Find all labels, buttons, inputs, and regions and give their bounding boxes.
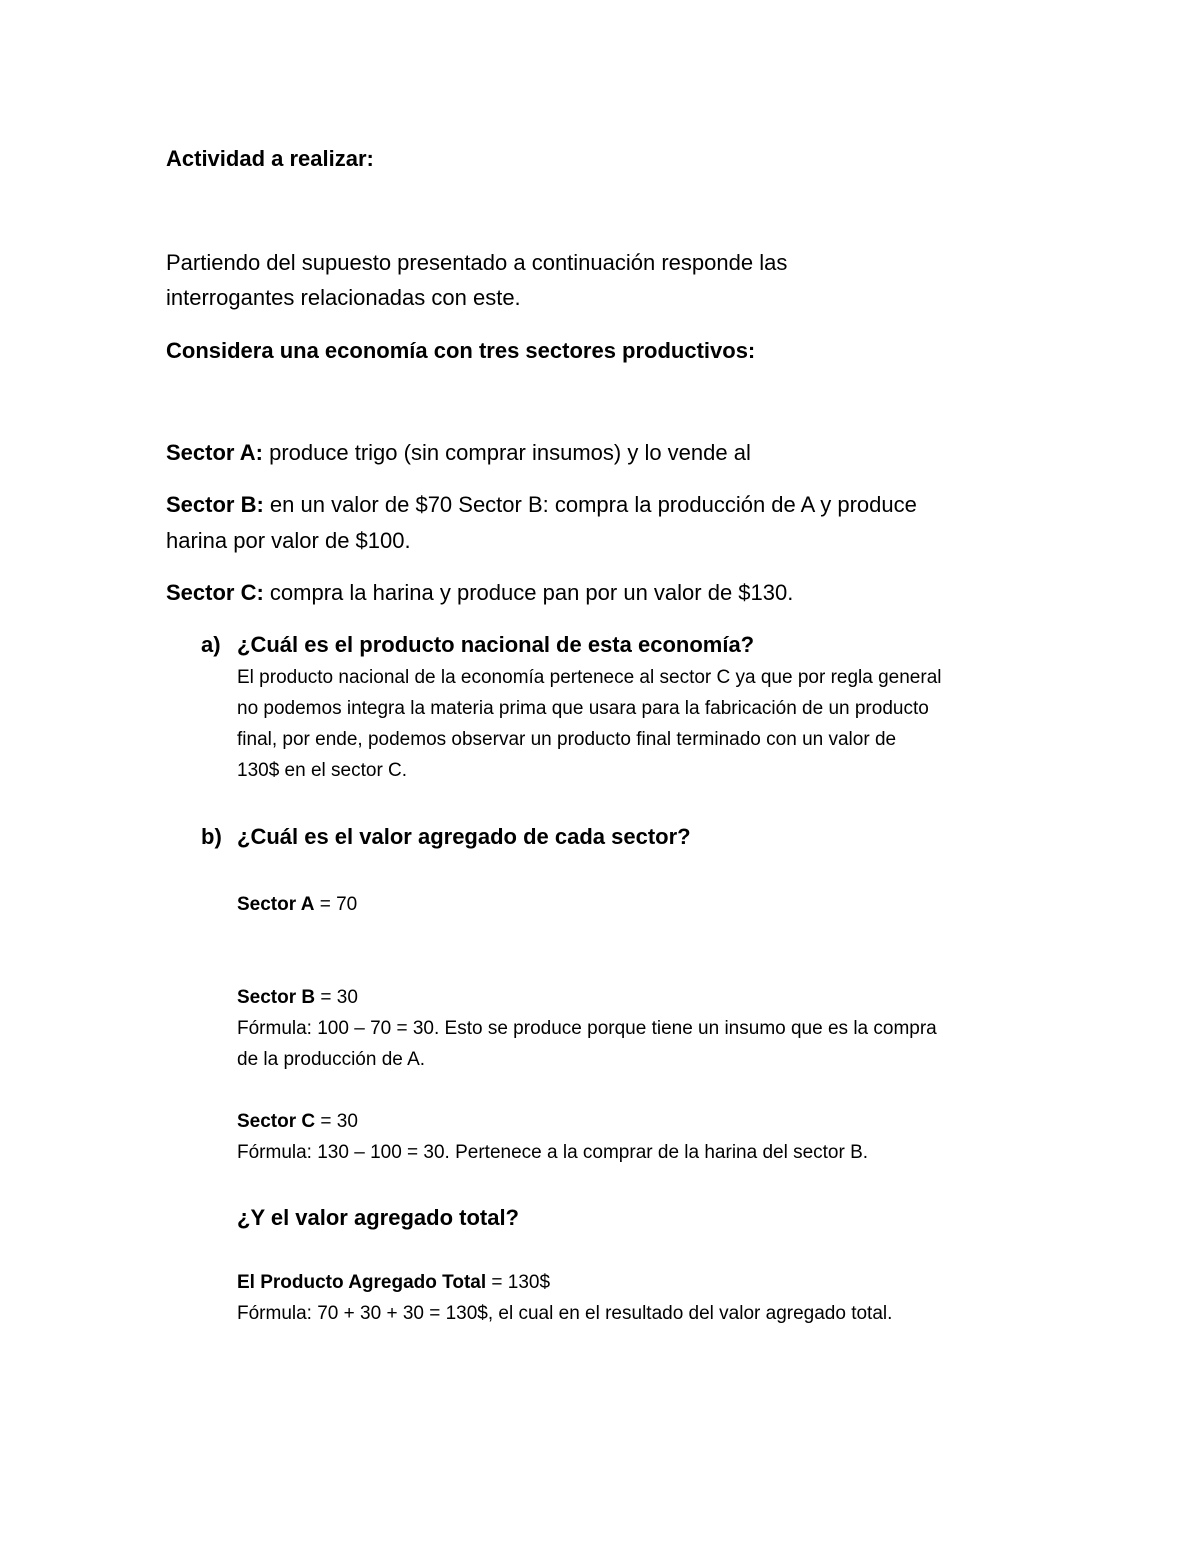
intro-line-1: Partiendo del supuesto presentado a continuación responde las bbox=[166, 250, 788, 275]
question-a-answer-line-2: no podemos integra la materia prima que usara para la fabricación de un producto bbox=[237, 698, 929, 719]
question-b-marker: b) bbox=[201, 824, 222, 849]
sector-a-value-line bbox=[237, 895, 357, 914]
sector-a-text: produce trigo (sin comprar insumos) y lo vende al bbox=[262, 440, 751, 465]
total-value-label: El Producto Agregado Total bbox=[237, 1272, 487, 1293]
sector-b-value-line bbox=[237, 988, 358, 1007]
sector-a-paragraph bbox=[166, 442, 751, 464]
sector-b-paragraph bbox=[166, 494, 917, 516]
sector-b-formula-line-1: Fórmula: 100 – 70 = 30. Esto se produce porque tiene un insumo que es la compra bbox=[237, 1018, 937, 1039]
total-value-line bbox=[237, 1273, 550, 1292]
sector-c-label: Sector C: bbox=[166, 580, 264, 605]
total-question: ¿Y el valor agregado total? bbox=[237, 1205, 519, 1230]
sector-a-value: = 70 bbox=[314, 894, 358, 915]
question-a-answer-line-3: final, por ende, podemos observar un producto final terminado con un valor de bbox=[237, 729, 897, 750]
sector-c-text: compra la harina y produce pan por un valor de $130. bbox=[263, 580, 794, 605]
sector-c-value-line bbox=[237, 1112, 358, 1131]
sector-a-label: Sector A: bbox=[166, 440, 263, 465]
question-a-text: ¿Cuál es el producto nacional de esta economía? bbox=[237, 632, 755, 657]
sector-c-formula: Fórmula: 130 – 100 = 30. Pertenece a la comprar de la harina del sector B. bbox=[237, 1142, 869, 1163]
intro-line-2: interrogantes relacionadas con este. bbox=[166, 285, 521, 310]
question-a-answer-line-1: El producto nacional de la economía pertenece al sector C ya que por regla general bbox=[237, 667, 942, 688]
sector-c-paragraph bbox=[166, 582, 793, 604]
sector-c-value-label: Sector C bbox=[237, 1111, 316, 1132]
activity-heading: Actividad a realizar: bbox=[166, 146, 374, 171]
total-formula: Fórmula: 70 + 30 + 30 = 130$, el cual en el resultado del valor agregado total. bbox=[237, 1303, 893, 1324]
question-a-answer-line-4: 130$ en el sector C. bbox=[237, 760, 408, 781]
question-b-text: ¿Cuál es el valor agregado de cada sector? bbox=[237, 824, 691, 849]
sector-c-value: = 30 bbox=[315, 1111, 358, 1132]
sector-b-label: Sector B: bbox=[166, 492, 264, 517]
question-a-marker: a) bbox=[201, 632, 221, 657]
sector-b-formula-line-2: de la producción de A. bbox=[237, 1049, 426, 1070]
sector-b-value: = 30 bbox=[315, 987, 358, 1008]
sector-b-text-line-2: harina por valor de $100. bbox=[166, 528, 411, 553]
consider-heading: Considera una economía con tres sectores productivos: bbox=[166, 338, 756, 363]
sector-b-text-line-1: en un valor de $70 Sector B: compra la producción de A y produce bbox=[263, 492, 917, 517]
total-value: = 130$ bbox=[486, 1272, 551, 1293]
sector-b-value-label: Sector B bbox=[237, 987, 316, 1008]
sector-a-value-label: Sector A bbox=[237, 894, 315, 915]
